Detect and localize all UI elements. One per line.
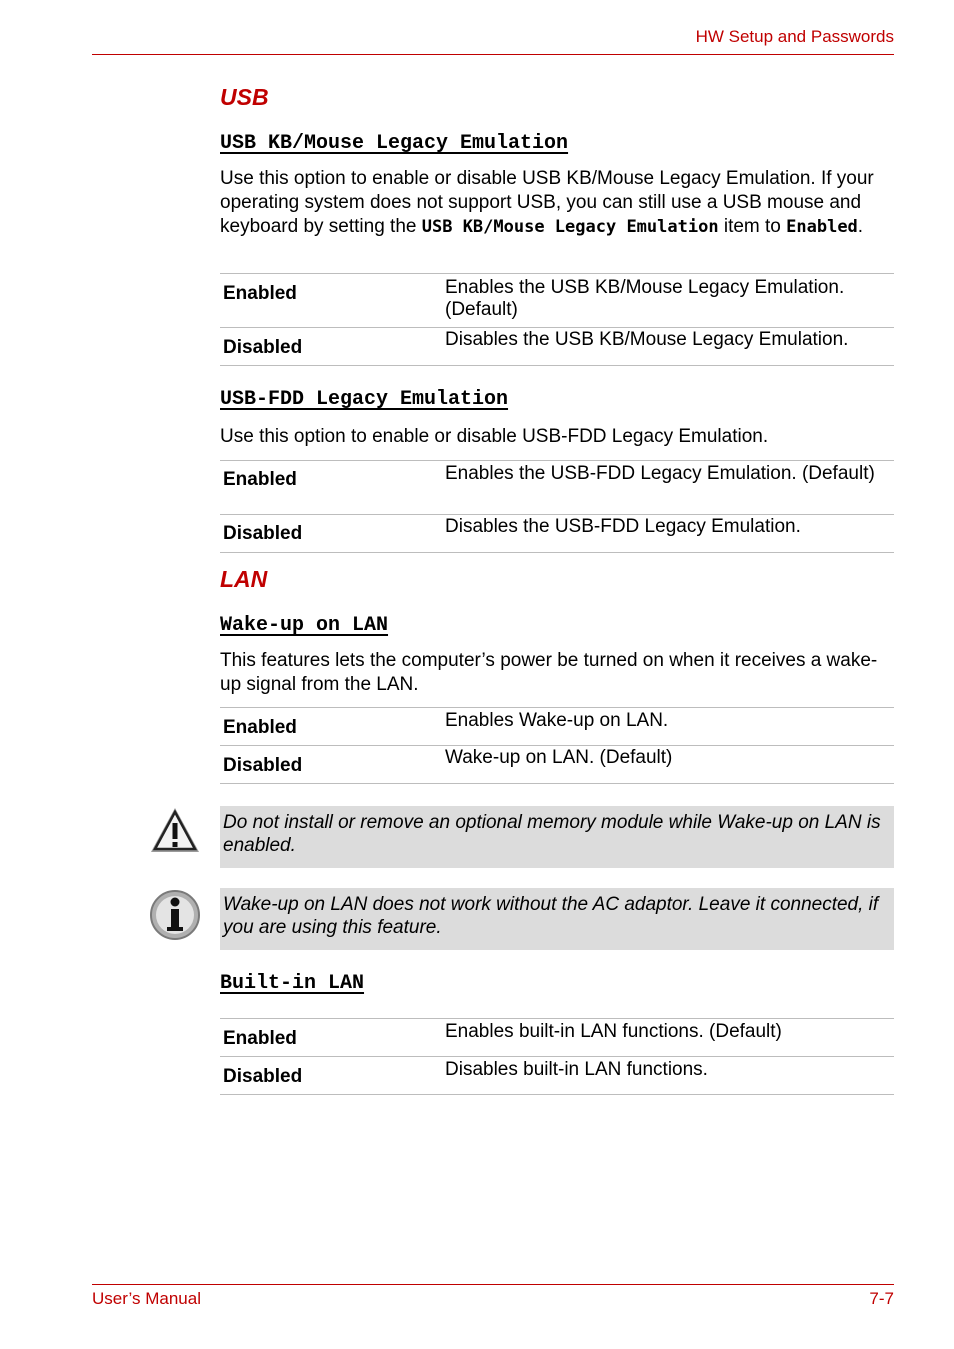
table-row — [220, 461, 894, 515]
usb-fdd-description: Use this option to enable or disable USB-FDD Legacy Emulation. — [220, 426, 769, 447]
footer-rule — [92, 1284, 894, 1285]
subheading-wake-up-on-lan: Wake-up on LAN — [220, 614, 389, 637]
subheading-built-in-lan: Built-in LAN — [220, 972, 365, 995]
table-row — [220, 1019, 894, 1057]
desc-text: item to — [718, 216, 787, 237]
option-key: Enabled — [220, 461, 445, 515]
section-title-usb: USB — [220, 84, 269, 110]
table-row — [220, 328, 894, 366]
option-value: Enables the USB-FDD Legacy Emulation. (Default) — [445, 461, 894, 515]
option-value: Disables the USB-FDD Legacy Emulation. — [445, 515, 894, 553]
table-row — [220, 746, 894, 784]
setting-name-code: USB KB/Mouse Legacy Emulation — [421, 217, 719, 237]
subheading-usb-fdd: USB-FDD Legacy Emulation — [220, 388, 509, 411]
subheading-usb-kb-mouse: USB KB/Mouse Legacy Emulation — [220, 132, 569, 155]
option-key: Enabled — [220, 1019, 445, 1057]
built-in-lan-options-table — [220, 1018, 894, 1095]
table-row — [220, 708, 894, 746]
usb-kb-description — [220, 167, 894, 239]
caution-icon — [149, 805, 201, 857]
usb-kb-options-table — [220, 273, 894, 366]
table-row — [220, 515, 894, 553]
option-value: Disables built-in LAN functions. — [445, 1057, 894, 1095]
option-key: Disabled — [220, 746, 445, 784]
info-note: Wake-up on LAN does not work without the AC adaptor. Leave it connected, if you are using this feature. — [220, 888, 894, 950]
option-key: Disabled — [220, 1057, 445, 1095]
option-key: Enabled — [220, 708, 445, 746]
desc-text: . — [857, 216, 864, 237]
wake-on-lan-description: This features lets the computer’s power be turned on when it receives a wake-up signal from the LAN. — [220, 650, 878, 695]
section-title-lan: LAN — [220, 566, 268, 592]
desc-text: Use this option to enable or disable USB KB/Mouse Legacy Emulation. If your operating system does not support USB, you can still use a USB mouse and keyboard by setting the — [220, 168, 874, 237]
table-row — [220, 274, 894, 328]
option-value: Enables built-in LAN functions. (Default) — [445, 1019, 894, 1057]
wake-on-lan-options-table — [220, 707, 894, 784]
option-value: Enables the USB KB/Mouse Legacy Emulation. (Default) — [445, 274, 894, 328]
setting-value-code: Enabled — [786, 217, 858, 237]
option-value: Enables Wake-up on LAN. — [445, 708, 894, 746]
option-value: Wake-up on LAN. (Default) — [445, 746, 894, 784]
info-icon — [149, 889, 201, 941]
header-rule — [92, 54, 894, 55]
option-key: Disabled — [220, 515, 445, 553]
option-key: Enabled — [220, 274, 445, 328]
table-row — [220, 1057, 894, 1095]
page-number: 7-7 — [869, 1289, 894, 1308]
caution-note: Do not install or remove an optional memory module while Wake-up on LAN is enabled. — [220, 806, 894, 868]
option-value: Disables the USB KB/Mouse Legacy Emulation. — [445, 328, 894, 366]
option-key: Disabled — [220, 328, 445, 366]
usb-fdd-options-table — [220, 460, 894, 553]
running-header: HW Setup and Passwords — [695, 27, 894, 46]
footer-manual-title: User’s Manual — [92, 1289, 201, 1308]
